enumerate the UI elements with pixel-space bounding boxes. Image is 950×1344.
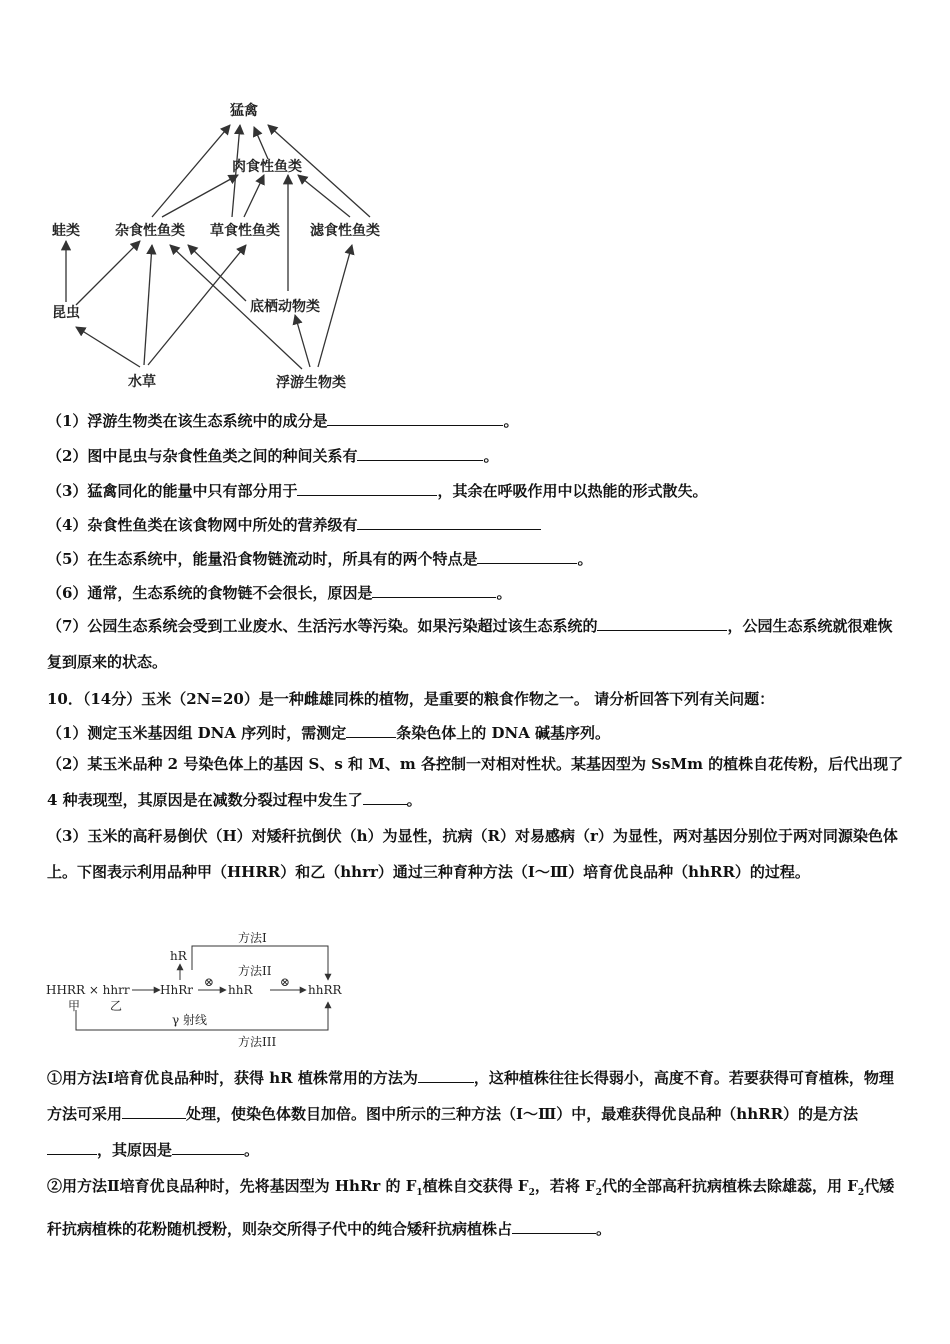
arrow-insects-to-omnifish	[76, 241, 140, 305]
method3-label: 方法III	[238, 1035, 277, 1049]
q10-sub2-sub1: 1	[416, 1188, 423, 1198]
q10-sub1-blank-4[interactable]	[172, 1140, 244, 1155]
q10-sub2	[47, 1168, 907, 1247]
breeding-diagram	[40, 930, 360, 1052]
q9-part5	[47, 548, 592, 569]
node-benthic: 底栖动物类	[250, 299, 320, 315]
self-symbol-1: ⊗	[204, 975, 215, 989]
node-herbivorous-fish: 草食性鱼类	[210, 223, 280, 239]
arrow-watergrass-to-omnifish	[144, 245, 152, 365]
q9-part6-text: （6）通常，生态系统的食物链不会很长，原因是	[47, 584, 373, 602]
arrow-omnifish-to-raptor	[152, 125, 230, 217]
q10-header: 10．（14分）玉米（2N=20）是一种雌雄同株的植物，是重要的粮食作物之一。 请分析回答下列有关问题：	[47, 690, 775, 708]
q10-sub1-text-d: ，其原因是	[97, 1141, 173, 1159]
q10-part2	[47, 746, 907, 818]
q10-sub1-blank-3[interactable]	[47, 1140, 97, 1155]
q9-part3-end: ，其余在呼吸作用中以热能的形式散失。	[437, 482, 708, 500]
q9-part2-blank[interactable]	[357, 446, 483, 461]
arrow-benthic-to-omnifish	[188, 245, 246, 301]
q9-part4	[47, 514, 541, 535]
q10-part1-blank[interactable]	[346, 723, 396, 738]
arrow-omnifish-to-carnfish	[162, 175, 238, 217]
node-frogs: 蛙类	[52, 223, 80, 239]
arrow-plankton-to-benthic	[295, 315, 310, 367]
q10-part1	[47, 722, 610, 743]
jia-label: 甲	[68, 999, 81, 1013]
q10-sub1-text-b: ，这种植株往往长得弱小，高度不育。若要获得可育植株，物理方法可采用	[47, 1069, 894, 1123]
node-water-grass: 水草	[128, 374, 156, 390]
q10-sub2-sub3: 2	[595, 1188, 602, 1198]
hR-label: hR	[170, 949, 187, 963]
q9-part7-end: ，公园生态系统就很难恢复到原来的状态。	[47, 617, 893, 671]
food-web-diagram	[40, 95, 400, 400]
q10-part1-text: （1）测定玉米基因组 DNA 序列时，需测定	[47, 724, 347, 742]
q9-part5-blank[interactable]	[477, 549, 577, 564]
q10-sub2-text-a: ②用方法Ⅱ培育优良品种时，先将基因型为 HhRr 的 F	[47, 1177, 417, 1195]
node-carnivorous-fish: 肉食性鱼类	[232, 159, 302, 175]
gamma-label: γ 射线	[172, 1013, 207, 1027]
q10-sub2-text-b: 植株自交获得 F	[422, 1177, 529, 1195]
target-label: hhRR	[308, 983, 342, 997]
node-filter-fish: 滤食性鱼类	[310, 223, 380, 239]
q9-part6-blank[interactable]	[372, 583, 496, 598]
q9-part3-blank[interactable]	[297, 481, 437, 496]
arrow-filterfish-to-carnfish	[298, 175, 350, 217]
q10-part2-text: （2）某玉米品种 2 号染色体上的基因 S、s 和 M、m 各控制一对相对性状。某基因型为 SsMm 的植株自花传粉，后代出现了 4 种表现型，其原因是在减数分裂过程中发生了	[47, 755, 904, 809]
yi-label: 乙	[110, 999, 123, 1013]
arrow-plankton-to-filterfish	[318, 245, 352, 367]
q9-part1-blank[interactable]	[327, 411, 503, 426]
method1-label: 方法I	[238, 931, 267, 945]
q9-part6-end: 。	[496, 584, 512, 602]
arrow-watergrass-to-herbfish	[148, 245, 246, 365]
node-plankton: 浮游生物类	[276, 375, 346, 391]
q9-part1-text: （1）浮游生物类在该生态系统中的成分是	[47, 412, 328, 430]
q10-sub1-blank-2[interactable]	[122, 1104, 186, 1119]
q10-sub1-text-e: 。	[244, 1141, 260, 1159]
arrow-watergrass-to-insects	[76, 327, 140, 367]
arrow-herbfish-to-carnfish	[244, 175, 264, 217]
q9-part7-blank[interactable]	[597, 616, 727, 631]
q9-part1	[47, 410, 518, 431]
q9-part5-end: 。	[577, 550, 593, 568]
q10-sub1-text-c: 处理，使染色体数目加倍。图中所示的三种方法（Ⅰ～Ⅲ）中，最难获得优良品种（hhRR）的是方法	[186, 1105, 859, 1123]
q9-part4-blank[interactable]	[357, 515, 541, 530]
q9-part3-text: （3）猛禽同化的能量中只有部分用于	[47, 482, 298, 500]
q10-sub2-text-d: 代的全部高秆抗病植株去除雄蕊，用 F	[601, 1177, 858, 1195]
q10-part1-end: 条染色体上的 DNA 碱基序列。	[396, 724, 611, 742]
q9-part2-text: （2）图中昆虫与杂食性鱼类之间的种间关系有	[47, 447, 358, 465]
node-raptor: 猛禽	[230, 103, 258, 119]
q9-part7-text: （7）公园生态系统会受到工业废水、生活污水等污染。如果污染超过该生态系统的	[47, 617, 598, 635]
hhR-label: hhR	[228, 983, 253, 997]
q10-sub2-text-f: 。	[596, 1220, 612, 1238]
q9-part2	[47, 445, 498, 466]
q9-part7	[47, 608, 907, 680]
q10-sub1-text-a: ①用方法Ⅰ培育优良品种时，获得 hR 植株常用的方法为	[47, 1069, 418, 1087]
self-symbol-2: ⊗	[280, 975, 291, 989]
q9-part3	[47, 480, 707, 501]
q10-sub1	[47, 1060, 907, 1168]
q9-part2-end: 。	[483, 447, 499, 465]
q10-part3: （3）玉米的高秆易倒伏（H）对矮秆抗倒伏（h）为显性，抗病（R）对易感病（r）为显性，两对基因分别位于两对同源染色体上。下图表示利用品种甲（HHRR）和乙（hhrr）通过三种育种方法（Ⅰ～Ⅲ）培育优良品种（hhRR）的过程。	[47, 827, 898, 881]
q10-sub1-blank-1[interactable]	[418, 1068, 474, 1083]
q9-part6	[47, 582, 511, 603]
q10-sub2-text-c: ，若将 F	[534, 1177, 596, 1195]
q10-part2-blank[interactable]	[363, 790, 407, 805]
f1-label: HhRr	[160, 983, 193, 997]
node-omnivorous-fish: 杂食性鱼类	[115, 223, 185, 239]
q10-sub2-blank[interactable]	[512, 1219, 596, 1234]
q9-part1-end: 。	[503, 412, 519, 430]
method2-label: 方法II	[238, 964, 272, 978]
cross-label: HHRR × hhrr	[46, 983, 130, 997]
arrow-carnfish-to-raptor	[254, 127, 268, 159]
q9-part5-text: （5）在生态系统中，能量沿食物链流动时，所具有的两个特点是	[47, 550, 478, 568]
q10-sub2-sub2: 2	[528, 1188, 535, 1198]
q10-part2-end: 。	[406, 791, 422, 809]
node-insects: 昆虫	[52, 305, 80, 321]
q9-part4-text: （4）杂食性鱼类在该食物网中所处的营养级有	[47, 516, 358, 534]
q10-sub2-sub4: 2	[857, 1188, 865, 1198]
q10-sub2-text-e: 代矮秆抗病植株的花粉随机授粉，则杂交所得子代中的纯合矮秆抗病植株占	[47, 1177, 895, 1238]
